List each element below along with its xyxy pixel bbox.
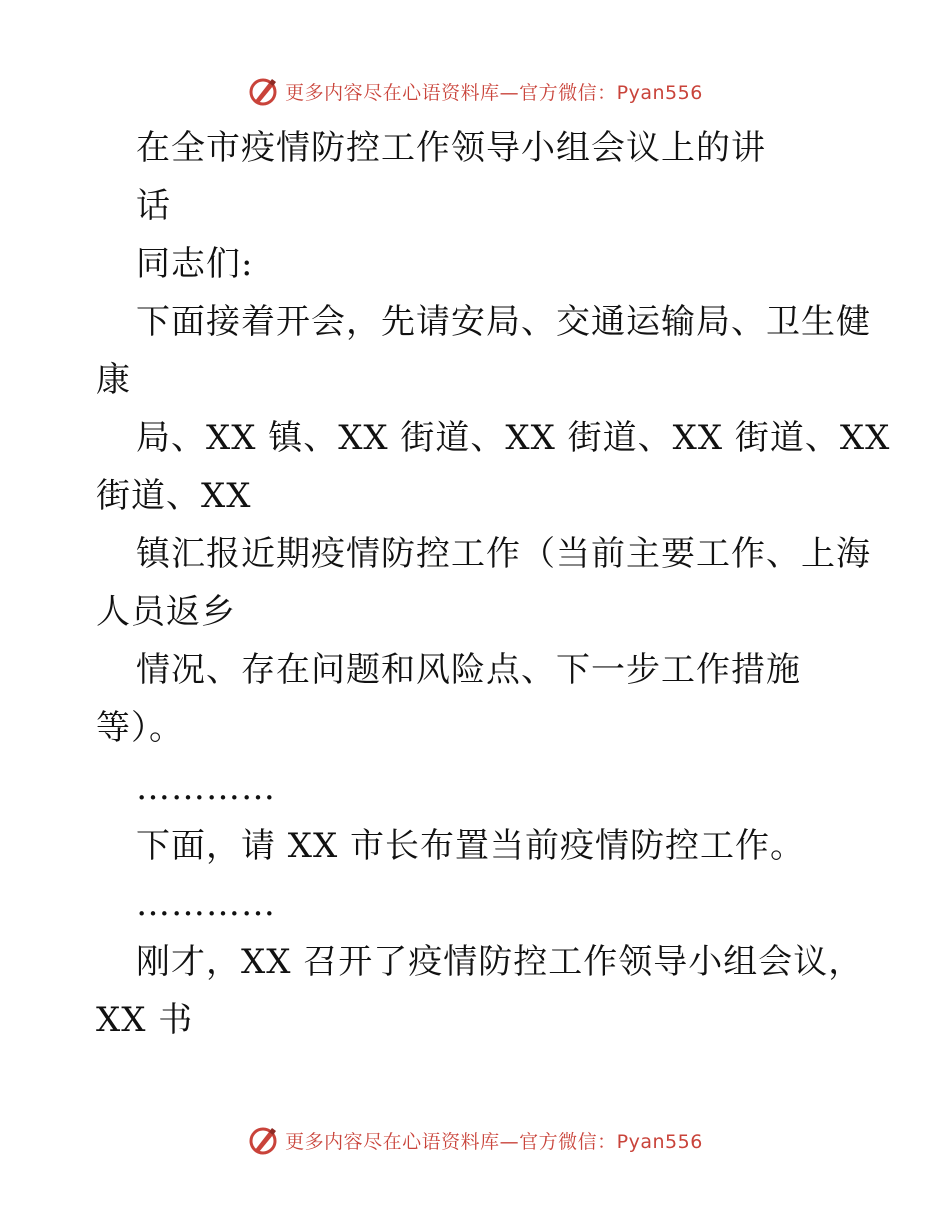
doc-title-line-1: 在全市疫情防控工作领导小组会议上的讲: [136, 128, 766, 168]
footer-banner-text: 更多内容尽在心语资料库—官方微信：Pyan556: [285, 1130, 703, 1153]
header-banner: [0, 71, 950, 111]
doc-salutation: 同志们:: [136, 244, 254, 284]
doc-paragraph-line: 情况、存在问题和风险点、下一步工作措施: [136, 650, 801, 690]
doc-paragraph-line: 康: [96, 360, 131, 400]
doc-title-line-2: 话: [136, 186, 171, 226]
doc-ellipsis: …………: [136, 768, 276, 808]
doc-paragraph-line: 等）。: [96, 708, 184, 748]
doc-paragraph-line: XX 书: [96, 1000, 194, 1040]
doc-paragraph-line: 人员返乡: [96, 592, 236, 632]
pen-seal-icon: [247, 75, 279, 107]
doc-paragraph-line: 局、XX 镇、XX 街道、XX 街道、XX 街道、XX: [136, 418, 891, 458]
doc-paragraph-line: 镇汇报近期疫情防控工作（当前主要工作、上海: [136, 534, 871, 574]
header-banner-text: 更多内容尽在心语资料库—官方微信：Pyan556: [285, 81, 703, 104]
doc-paragraph-line: 刚才，XX 召开了疫情防控工作领导小组会议，: [136, 942, 864, 982]
doc-paragraph-line: 下面接着开会，先请安局、交通运输局、卫生健: [136, 302, 871, 342]
footer-banner: [0, 1120, 950, 1160]
doc-paragraph-line: 街道、XX: [96, 476, 252, 516]
pen-seal-icon: [247, 1124, 279, 1156]
doc-paragraph-line: 下面，请 XX 市长布置当前疫情防控工作。: [136, 826, 806, 866]
doc-ellipsis: …………: [136, 884, 276, 924]
